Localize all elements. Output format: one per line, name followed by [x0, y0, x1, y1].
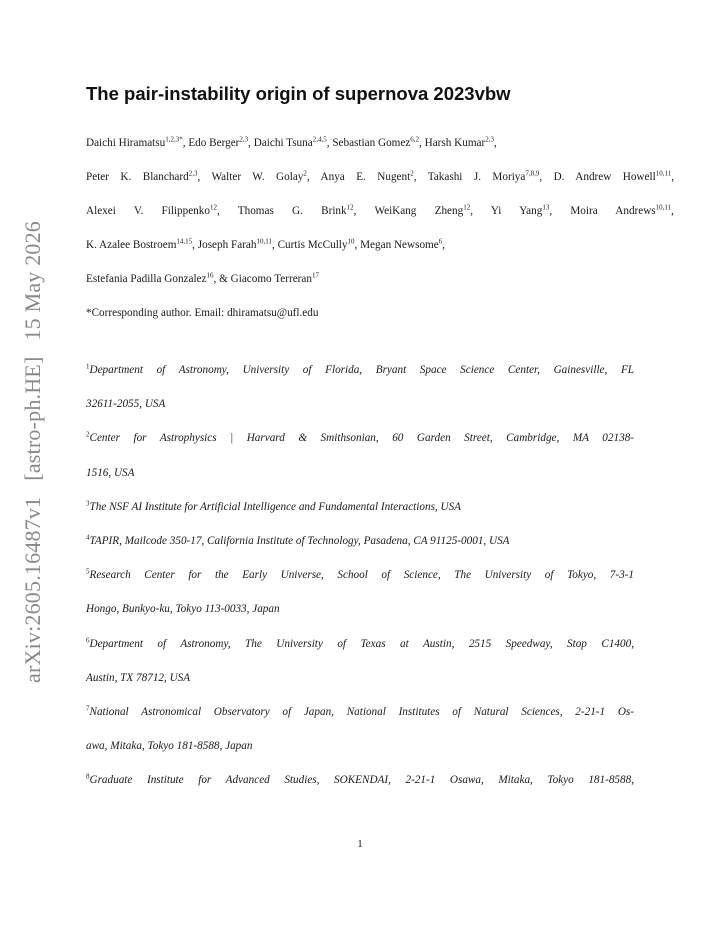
- affiliation-text: Hongo, Bunkyo-ku, Tokyo 113-0033, Japan: [86, 603, 280, 616]
- author-affiliation-marker: 13: [542, 203, 550, 212]
- affiliation-line: [86, 635, 634, 650]
- author-line: [86, 205, 674, 217]
- author-affiliation-marker: 6: [438, 237, 443, 246]
- author-name: Daichi Hiramatsu: [86, 137, 166, 149]
- author-affiliation-marker: 16: [206, 271, 214, 280]
- author-affiliation-marker: 10,11: [655, 169, 672, 178]
- author-affiliation-marker: 10,11: [256, 237, 272, 246]
- affiliation-line: [86, 501, 676, 513]
- author-name: D. Andrew Howell: [553, 171, 656, 183]
- affiliation-line: [86, 706, 634, 718]
- author-separator: ,: [197, 171, 212, 183]
- author-affiliation-marker: 14,15: [176, 237, 193, 246]
- affiliation-line: [86, 774, 634, 786]
- affiliation-text: Department of Astronomy, The University of Texas at Austin, 2515 Speedway, Stop C1400,: [89, 637, 634, 650]
- author-affiliation-marker: 7,8,9: [525, 169, 540, 178]
- affiliation-text: 1516, USA: [86, 466, 135, 479]
- author-name: Harsh Kumar: [424, 137, 486, 149]
- affiliation-text: Research Center for the Early Universe, School of Science, The University of Tokyo, 7-3-1: [89, 569, 634, 582]
- author-separator: ,: [306, 171, 321, 183]
- author-separator: ,: [549, 205, 571, 217]
- author-separator: ,: [671, 171, 674, 183]
- author-separator: ,: [493, 137, 497, 149]
- affiliation-number: 7: [86, 704, 90, 713]
- author-affiliation-marker: 12: [463, 203, 471, 212]
- author-name: Yi Yang: [490, 205, 543, 217]
- page-number: 1: [357, 838, 363, 850]
- arxiv-category: [astro-ph.HE]: [20, 356, 45, 481]
- author-separator: ,: [442, 239, 446, 251]
- author-affiliation-marker: 2,4,5: [312, 135, 327, 144]
- author-affiliation-marker: 2,3: [485, 135, 494, 144]
- author-affiliation-marker: 2: [303, 169, 307, 178]
- affiliation-text: National Astronomical Observatory of Japan, National Institutes of Natural Sciences, 2-21-1 Os-: [89, 706, 634, 718]
- affiliation-line: [86, 672, 676, 684]
- author-line: [86, 239, 676, 251]
- paper-title: The pair-instability origin of supernova 2023vbw: [86, 83, 511, 104]
- author-name: Megan Newsome: [360, 239, 439, 251]
- author-separator: ,: [354, 239, 361, 251]
- author-separator: ,: [326, 137, 333, 149]
- author-separator: ,: [470, 205, 491, 217]
- author-affiliation-marker: 12: [209, 203, 217, 212]
- author-affiliation-marker: 1,2,3*: [165, 135, 183, 144]
- affiliation-text: The NSF AI Institute for Artificial Intelligence and Fundamental Interactions, USA: [89, 500, 462, 513]
- author-separator: ,: [182, 137, 189, 149]
- affiliation-number: 5: [86, 567, 90, 576]
- affiliation-text: Department of Astronomy, University of Florida, Bryant Space Science Center, Gainesville, FL: [89, 364, 634, 376]
- affiliation-text: TAPIR, Mailcode 350-17, California Institute of Technology, Pasadena, CA 91125-0001, USA: [89, 535, 510, 547]
- affiliation-text: Center for Astrophysics | Harvard & Smithsonian, 60 Garden Street, Cambridge, MA 02138-: [89, 432, 634, 445]
- author-affiliation-marker: 2: [410, 169, 414, 178]
- author-affiliation-marker: 17: [311, 271, 319, 280]
- author-name: Curtis McCully: [277, 239, 348, 251]
- affiliation-text: Graduate Institute for Advanced Studies, SOKENDAI, 2-21-1 Osawa, Mitaka, Tokyo 181-8588,: [89, 774, 634, 787]
- author-name: Takashi J. Moriya: [427, 171, 526, 183]
- affiliation-line: [86, 535, 676, 547]
- author-separator: ,: [216, 205, 238, 217]
- author-affiliation-marker: 2,3: [188, 169, 198, 178]
- author-name: Daichi Tsuna: [253, 137, 313, 149]
- arxiv-identifier-stamp: [20, 221, 46, 683]
- affiliation-number: 8: [86, 772, 90, 781]
- arxiv-date: 15 May 2026: [20, 220, 45, 341]
- author-separator: ,: [413, 171, 428, 183]
- author-name: Edo Berger: [188, 137, 240, 149]
- author-line: [86, 171, 674, 183]
- author-separator: ,: [271, 239, 278, 251]
- affiliation-text: 32611-2055, USA: [86, 398, 166, 411]
- author-name: Walter W. Golay: [211, 171, 304, 183]
- author-affiliation-marker: 6,2: [410, 135, 420, 144]
- author-line: [86, 273, 676, 285]
- author-affiliation-marker: 2,3: [239, 135, 249, 144]
- author-name: Estefania Padilla Gonzalez: [86, 273, 207, 285]
- affiliation-number: 1: [86, 362, 90, 371]
- author-separator: ,: [419, 137, 425, 149]
- affiliation-line: [86, 569, 634, 581]
- affiliation-line: [86, 603, 676, 615]
- author-name: Anya E. Nugent: [320, 171, 411, 183]
- author-separator: ,: [539, 171, 554, 183]
- author-name: Joseph Farah: [197, 239, 257, 251]
- affiliation-line: [86, 398, 676, 410]
- author-separator: ,: [353, 205, 375, 217]
- author-affiliation-marker: 10,11: [655, 203, 672, 212]
- affiliation-number: 4: [86, 533, 90, 542]
- affiliation-number: 6: [86, 635, 90, 644]
- author-name: Moira Andrews: [570, 205, 656, 217]
- author-line: [86, 137, 676, 149]
- author-name: Giacomo Terreran: [230, 273, 312, 285]
- affiliation-line: [86, 740, 676, 752]
- arxiv-id: arXiv:2605.16487v1: [20, 496, 45, 684]
- author-separator: ,: [671, 205, 674, 217]
- affiliation-line: [86, 432, 634, 444]
- affiliation-text: Austin, TX 78712, USA: [86, 671, 191, 684]
- author-separator: ,: [192, 239, 198, 251]
- affiliation-line: [86, 364, 634, 376]
- affiliation-text: awa, Mitaka, Tokyo 181-8588, Japan: [86, 740, 253, 753]
- author-affiliation-marker: 12: [346, 203, 354, 212]
- affiliation-number: 2: [86, 430, 90, 439]
- affiliation-number: 3: [86, 499, 90, 508]
- author-name: Peter K. Blanchard: [86, 171, 189, 183]
- author-name: Sebastian Gomez: [332, 137, 411, 149]
- corresponding-author: *Corresponding author. Email: dhiramatsu@ufl.edu: [86, 307, 319, 319]
- author-separator: , &: [213, 273, 231, 285]
- author-name: WeiKang Zheng: [374, 205, 464, 217]
- author-separator: ,: [248, 137, 254, 149]
- author-name: K. Azalee Bostroem: [86, 239, 177, 251]
- affiliation-line: [86, 467, 676, 479]
- author-name: Thomas G. Brink: [237, 205, 347, 217]
- author-affiliation-marker: 10: [347, 237, 355, 246]
- author-name: Alexei V. Filippenko: [86, 205, 210, 217]
